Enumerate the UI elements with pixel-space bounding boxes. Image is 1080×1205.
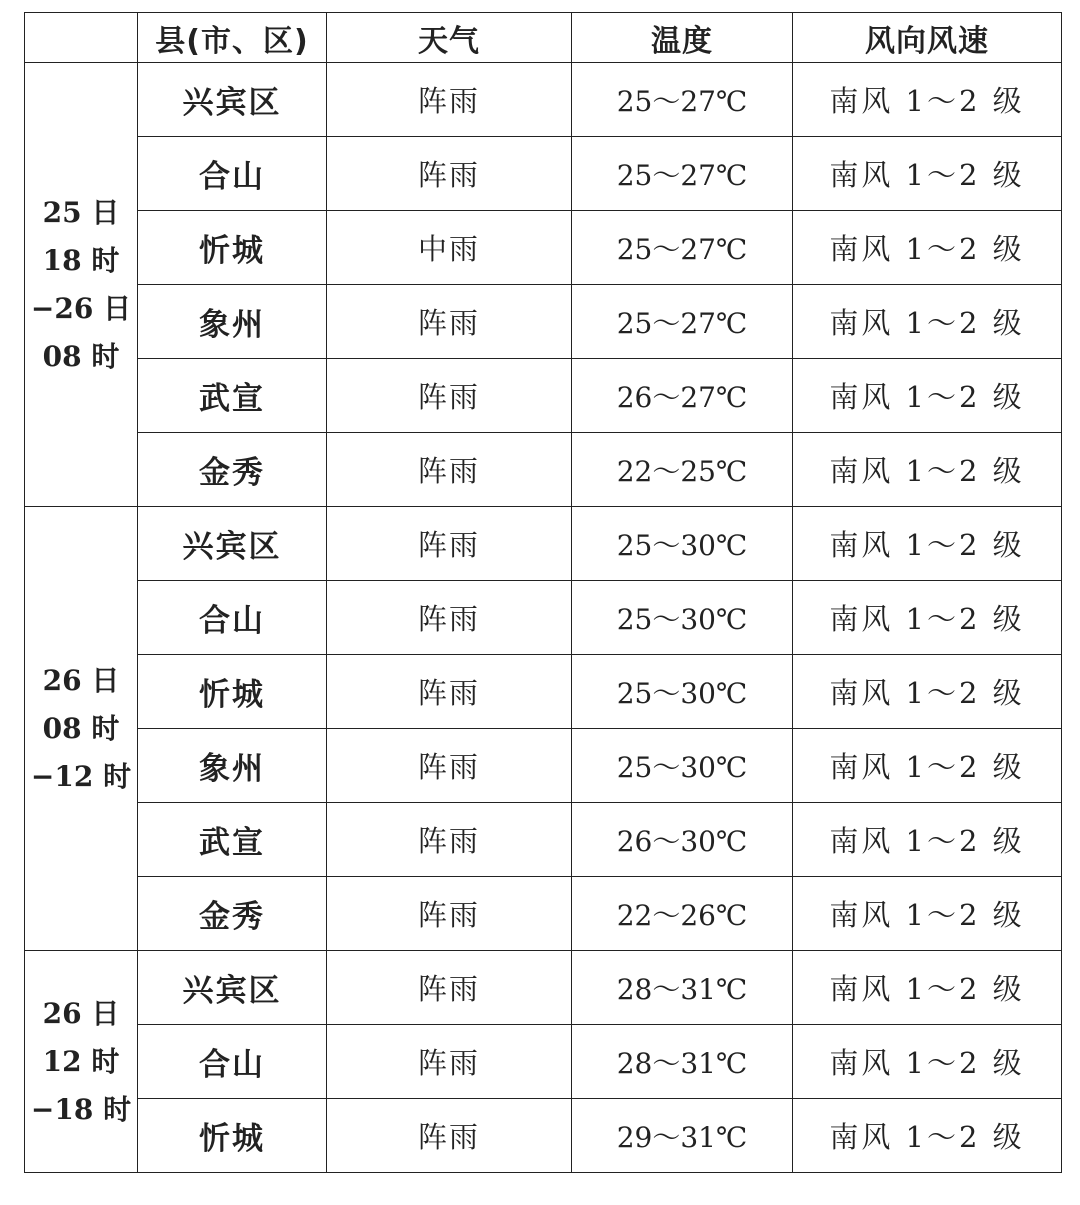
- table-row: [25, 507, 1062, 581]
- wind-cell: 南风 1～2 级: [793, 359, 1062, 433]
- temperature-cell: 28～31℃: [572, 951, 793, 1025]
- header-county: 县(市、区): [138, 13, 327, 63]
- header-period: [25, 13, 138, 63]
- wind-cell: 南风 1～2 级: [793, 803, 1062, 877]
- temperature-cell: 25～27℃: [572, 137, 793, 211]
- wind-cell: 南风 1～2 级: [793, 729, 1062, 803]
- table-row: [25, 285, 1062, 359]
- county-cell: 兴宾区: [138, 507, 327, 581]
- period-line: 25 日: [42, 195, 120, 229]
- wind-cell: 南风 1～2 级: [793, 507, 1062, 581]
- county-cell: 合山: [138, 1025, 327, 1099]
- header-weather: 天气: [327, 13, 572, 63]
- header-temperature: 温度: [572, 13, 793, 63]
- temperature-cell: 28～31℃: [572, 1025, 793, 1099]
- header-wind: 风向风速: [793, 13, 1062, 63]
- county-cell: 忻城: [138, 211, 327, 285]
- temperature-cell: 22～25℃: [572, 433, 793, 507]
- period-line: 08 时: [42, 339, 120, 373]
- period-line: −26 日: [30, 291, 132, 325]
- temperature-cell: 22～26℃: [572, 877, 793, 951]
- county-cell: 忻城: [138, 655, 327, 729]
- county-cell: 合山: [138, 581, 327, 655]
- county-cell: 兴宾区: [138, 951, 327, 1025]
- county-cell: 武宣: [138, 359, 327, 433]
- county-cell: 武宣: [138, 803, 327, 877]
- weather-cell: 阵雨: [327, 507, 572, 581]
- weather-cell: 阵雨: [327, 655, 572, 729]
- temperature-cell: 25～27℃: [572, 211, 793, 285]
- weather-cell: 阵雨: [327, 951, 572, 1025]
- wind-cell: 南风 1～2 级: [793, 285, 1062, 359]
- temperature-cell: 25～30℃: [572, 581, 793, 655]
- weather-cell: 阵雨: [327, 359, 572, 433]
- temperature-cell: 25～27℃: [572, 285, 793, 359]
- table-row: [25, 359, 1062, 433]
- period-cell: [25, 63, 138, 507]
- weather-cell: 阵雨: [327, 285, 572, 359]
- weather-cell: 中雨: [327, 211, 572, 285]
- wind-cell: 南风 1～2 级: [793, 951, 1062, 1025]
- table-row: [25, 1025, 1062, 1099]
- table-row: [25, 1099, 1062, 1173]
- county-cell: 合山: [138, 137, 327, 211]
- weather-cell: 阵雨: [327, 433, 572, 507]
- period-line: −12 时: [30, 759, 132, 793]
- temperature-cell: 25～30℃: [572, 729, 793, 803]
- table-row: [25, 433, 1062, 507]
- wind-cell: 南风 1～2 级: [793, 655, 1062, 729]
- wind-cell: 南风 1～2 级: [793, 63, 1062, 137]
- weather-cell: 阵雨: [327, 1099, 572, 1173]
- header-row: [25, 13, 1062, 63]
- wind-cell: 南风 1～2 级: [793, 581, 1062, 655]
- table-row: [25, 877, 1062, 951]
- weather-cell: 阵雨: [327, 1025, 572, 1099]
- temperature-cell: 25～30℃: [572, 507, 793, 581]
- temperature-cell: 26～27℃: [572, 359, 793, 433]
- period-line: 12 时: [42, 1044, 120, 1078]
- period-line: 08 时: [42, 711, 120, 745]
- table-row: [25, 729, 1062, 803]
- table-row: [25, 581, 1062, 655]
- wind-cell: 南风 1～2 级: [793, 1025, 1062, 1099]
- weather-cell: 阵雨: [327, 137, 572, 211]
- county-cell: 金秀: [138, 877, 327, 951]
- temperature-cell: 25～27℃: [572, 63, 793, 137]
- period-line: 18 时: [42, 243, 120, 277]
- county-cell: 金秀: [138, 433, 327, 507]
- weather-cell: 阵雨: [327, 803, 572, 877]
- table-row: [25, 655, 1062, 729]
- wind-cell: 南风 1～2 级: [793, 211, 1062, 285]
- period-cell: [25, 507, 138, 951]
- weather-cell: 阵雨: [327, 63, 572, 137]
- temperature-cell: 25～30℃: [572, 655, 793, 729]
- period-cell: [25, 951, 138, 1173]
- wind-cell: 南风 1～2 级: [793, 877, 1062, 951]
- forecast-body: [25, 63, 1062, 1173]
- temperature-cell: 29～31℃: [572, 1099, 793, 1173]
- county-cell: 象州: [138, 729, 327, 803]
- wind-cell: 南风 1～2 级: [793, 1099, 1062, 1173]
- table-row: [25, 137, 1062, 211]
- period-line: 26 日: [42, 663, 120, 697]
- table-row: [25, 211, 1062, 285]
- table-row: [25, 951, 1062, 1025]
- period-line: 26 日: [42, 996, 120, 1030]
- table-row: [25, 63, 1062, 137]
- forecast-table: [24, 12, 1062, 1173]
- county-cell: 象州: [138, 285, 327, 359]
- temperature-cell: 26～30℃: [572, 803, 793, 877]
- period-line: −18 时: [30, 1092, 132, 1126]
- wind-cell: 南风 1～2 级: [793, 137, 1062, 211]
- weather-cell: 阵雨: [327, 581, 572, 655]
- weather-cell: 阵雨: [327, 877, 572, 951]
- county-cell: 兴宾区: [138, 63, 327, 137]
- county-cell: 忻城: [138, 1099, 327, 1173]
- weather-cell: 阵雨: [327, 729, 572, 803]
- wind-cell: 南风 1～2 级: [793, 433, 1062, 507]
- table-row: [25, 803, 1062, 877]
